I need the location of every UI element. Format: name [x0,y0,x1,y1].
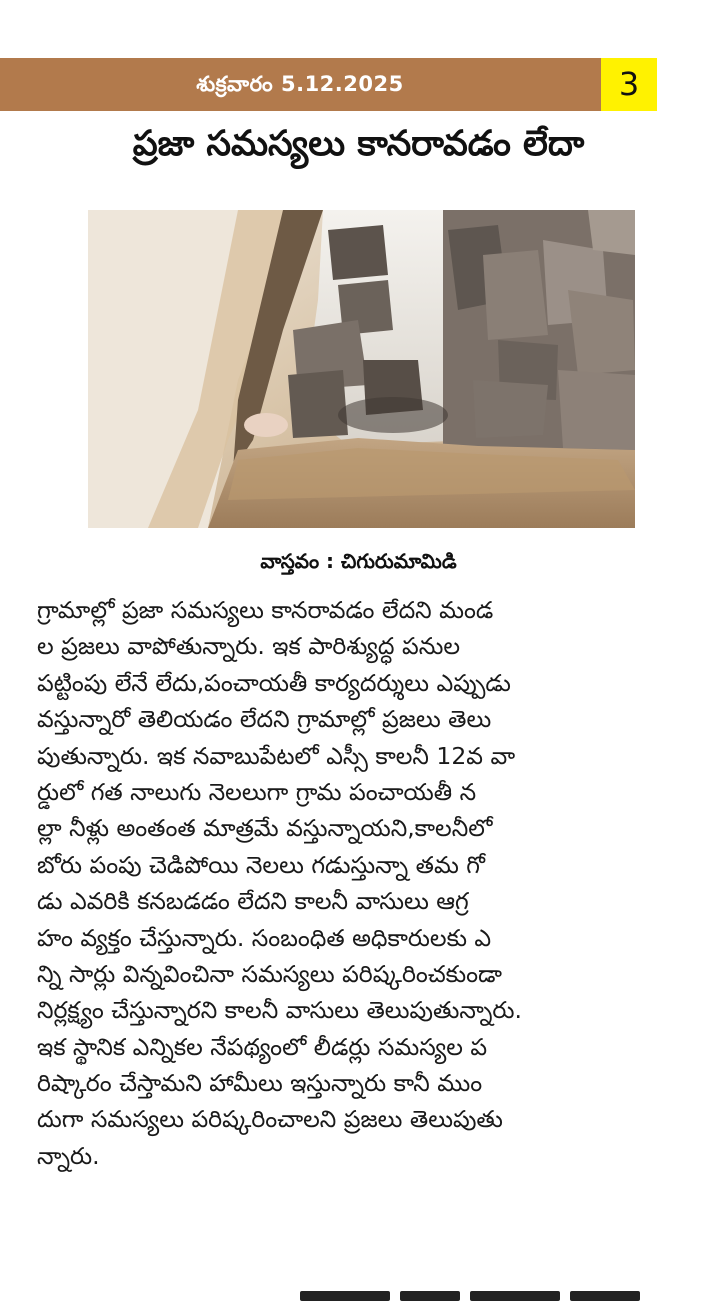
body-line: రిష్కారం చేస్తామని హామీలు ఇస్తున్నారు కానీ ముం [37,1069,483,1098]
body-line: దుగా సమస్యలు పరిష్కరించాలని ప్రజలు తెలుపుతు [37,1105,503,1134]
body-line: పట్టింపు లేనే లేదు,పంచాయతీ కార్యదర్శులు ఎప్పుడు [37,668,511,697]
body-line: న్ని సార్లు విన్నవించినా సమస్యలు పరిష్కరించకుండా [37,959,502,988]
next-article-cutoff [0,1287,717,1301]
body-line: ర్డులో గత నాలుగు నెలలుగా గ్రామ పంచాయతీ న [37,777,477,806]
body-line: ఇక స్థానిక ఎన్నికల నేపథ్యంలో లీడర్లు సమస్యల ప [37,1032,488,1061]
body-line: హం వ్యక్తం చేస్తున్నారు. సంబంధిత అధికారులకు ఎ [37,923,492,952]
article-body [37,592,649,1174]
body-line: డు ఎవరికి కనబడడం లేదని కాలనీ వాసులు ఆగ్ర [37,887,469,916]
photo-caption: వాస్తవం : చిగురుమామిడి [260,549,457,573]
page-number-badge: 3 [601,58,657,111]
body-line: పుతున్నారు. ఇక నవాబుపేటలో ఎస్సీ కాలనీ 12వ వా [37,741,516,770]
drain-photo-illustration [88,210,635,528]
body-line: ల ప్రజలు వాపోతున్నారు. ఇక పారిశ్యుద్ధ పనుల [37,632,460,661]
body-line: ల్లా నీళ్లు అంతంత మాత్రమే వస్తున్నాయని,కాలనీలో [37,814,493,843]
body-line: బోరు పంపు చెడిపోయి నెలలు గడుస్తున్నా తమ గో [37,850,485,879]
body-line: వస్తున్నారో తెలియడం లేదని గ్రామాల్లో ప్రజలు తెలు [37,705,492,734]
article-photo [88,210,635,528]
date-header-bar [0,58,657,111]
publication-date: శుక్రవారం 5.12.2025 [196,72,404,96]
body-line: గ్రామాల్లో ప్రజా సమస్యలు కానరావడం లేదని మండ [37,596,494,624]
body-line: న్నారు. [37,1141,100,1170]
body-line: నిర్లక్ష్యం చేస్తున్నారని కాలనీ వాసులు తెలుపుతున్నారు. [37,996,522,1025]
article-headline: ప్రజా సమస్యలు కానరావడం లేదా [132,124,585,164]
